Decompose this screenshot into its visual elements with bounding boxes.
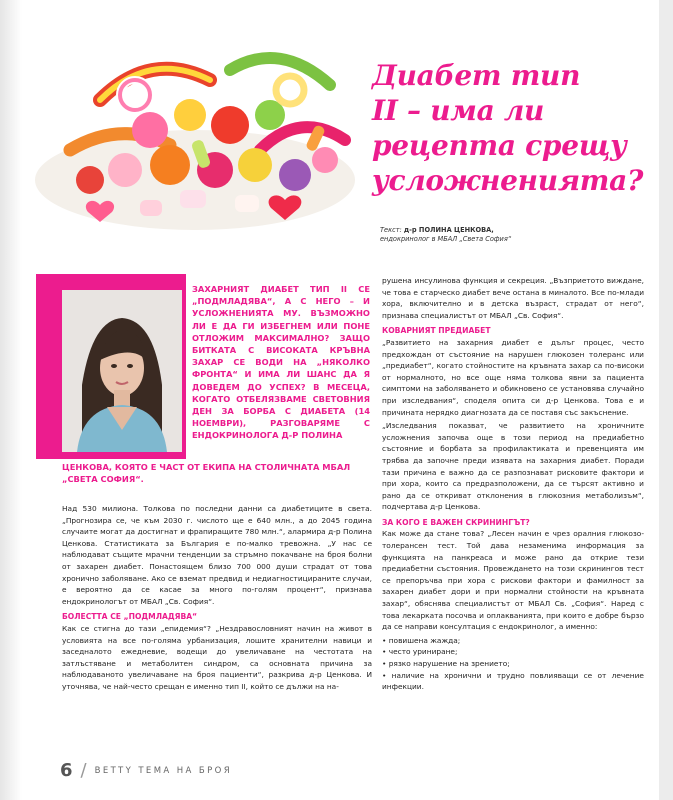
body-paragraph: Как може да стане това? „Лесен начин е чрез оралния глюкозо-толерансен тест. Той дава незаменима информация за функцията на панкреаса и може рано да открие тези предиабетни състояния. Провеждането на този скринингов тест се препоръчва при хора с рискови фактори и фамилност за захарен диабет дори и при нормални стойности на кръвната захар“, обяснява специалистът от МБАЛ Св. „София“. Наред с това лекарката посочва и оплакванията, при които е добре бързо да се направи консултация с ендокринолог, а именно: bbox=[382, 529, 644, 632]
section-heading: ЗА КОГО Е ВАЖЕН СКРИНИНГЪТ? bbox=[382, 517, 530, 527]
symptom-list bbox=[382, 635, 644, 693]
page-footer bbox=[60, 760, 232, 781]
body-paragraph: Как се стигна до тази „епидемия“? „Нездравословният начин на живот в условията на все по-голяма урбанизация, лошите хранителни навици и заседналото ежедневие, водещи до увеличаване на честотата на затлъстяване и метаболитен синдром, са основната причина за наблюдаваното увеличаване на броя пациенти“, разкрива д-р Ценкова. И уточнява, че най-често срещан е именно тип II, който се дължи на на- bbox=[62, 623, 372, 691]
candy-pile-image bbox=[30, 30, 360, 235]
section-heading: КОВАРНИЯТ ПРЕДИАБЕТ bbox=[382, 326, 491, 336]
section-label: BETTY ТЕМА НА БРОЯ bbox=[94, 765, 233, 776]
section-heading: БОЛЕСТТА СЕ „ПОДМЛАДЯВА“ bbox=[62, 612, 198, 622]
lead-paragraph: ЗАХАРНИЯТ ДИАБЕТ ТИП II СЕ „ПОДМЛАДЯВА“, А С НЕГО – И УСЛОЖНЕНИЯТА МУ. ВЪЗМОЖНО ЛИ Е ДА ГИ ИЗБЕГНЕМ ИЛИ ПОНЕ ОТЛОЖИМ МАКСИМАЛНО? ЗАЩО БИТКАТА С ВИСОКАТА КРЪВНА ЗАХАР СЕ ВОДИ НА „НЯКОЛКО ФРОНТА“ И ИМА ЛИ ШАНС ДА Я ДОВЕДЕМ ДО УСПЕХ? В МЕСЕЦА, КОГАТО ОТБЕЛЯЗВАМЕ СВЕТОВНИЯ ДЕН ЗА БОРБА С ДИАБЕТА (14 НОЕМВРИ), РАЗГОВАРЯМЕ С ЕНДОКРИНОЛОГА Д-Р ПОЛИНА bbox=[192, 284, 370, 441]
title-line-4: усложненията? bbox=[372, 164, 644, 197]
title-line-1: Диабет тип bbox=[372, 59, 581, 92]
article-title bbox=[372, 58, 662, 198]
lead-paragraph-end: ЦЕНКОВА, КОЯТО Е ЧАСТ ОТ ЕКИПА НА СТОЛИЧНАТА МБАЛ „СВЕТА СОФИЯ“. bbox=[62, 462, 351, 485]
right-column bbox=[382, 275, 644, 693]
author-name: д-р ПОЛИНА ЦЕНКОВА, bbox=[403, 226, 494, 234]
list-item: • наличие на хронични и трудно повлияващи се от лечение инфекции. bbox=[382, 670, 644, 693]
body-paragraph: рушена инсулинова функция и секреция. „Възприетото виждане, че това е старческо диабет вече остана в миналото. Все по-млади хора, включително и в детска възраст, страдат от него“, признава специалистът от МБАЛ „Св. София“. bbox=[382, 276, 644, 320]
page-number: 6 bbox=[60, 760, 73, 781]
body-paragraph: „Развитието на захарния диабет е дълъг процес, често предхождан от състояние на нарушен глюкозен толеранс или „предиабет“, когато стойностите на кръвната захар са по-високи от нормалното, но все още няма толкова явни за пациента симптоми на заболяването и обикновено се установява случайно при изследвания“, споделя опита си д-р Ценкова. Това е и причината нерядко диагнозата да се поставя със закъснение. bbox=[382, 337, 644, 417]
gutter-shadow bbox=[0, 0, 22, 800]
body-paragraph: Над 530 милиона. Толкова по последни данни са диабетиците в света. „Прогнозира се, че към 2030 г. числото ще е 640 млн., а до 2045 година случаите могат да достигнат и фрапиращите 780 млн.“, алармира д-р Полина Ценкова. Статистиката за България е по-малко тревожна. „У нас се наблюдават същите мрачни тенденции за стръмно покачване на броя болни от захарен диабет. Понастоящем близо 700 000 души страдат от това хронично заболяване. Ако се вземат предвид и недиагностицираните случаи, е вероятно да се касае за много по-голям процент“, признава ендокринологът от МБАЛ „Св. София“. bbox=[62, 504, 372, 606]
doctor-portrait-photo bbox=[62, 290, 182, 452]
footer-slash: / bbox=[80, 760, 87, 781]
list-item: • повишена жажда; bbox=[382, 635, 644, 647]
title-line-2: II – има ли bbox=[372, 94, 545, 127]
title-line-3: рецепта срещу bbox=[372, 129, 627, 162]
author-affiliation: ендокринолог в МБАЛ „Света София“ bbox=[380, 235, 512, 243]
left-column bbox=[62, 503, 372, 695]
author-credit bbox=[380, 226, 511, 244]
list-item: • рязко нарушение на зрението; bbox=[382, 658, 644, 670]
body-paragraph: „Изследвания показват, че развитието на хроничните усложнения започва още в този период на предиабетно състояние и борбата за профилактиката и превенцията им трябва да започне преди изявата на захарния диабет. Поради тази причина е важно да се разпознават рисковите фактори и при хора, които са предразположени, да се търсят активно и рано да се откриват отклонения в глюкозния метаболизъм“, подчертава д-р Ценкова. bbox=[382, 421, 644, 512]
author-prefix: Текст: bbox=[380, 226, 404, 234]
list-item: • често уриниране; bbox=[382, 646, 644, 658]
